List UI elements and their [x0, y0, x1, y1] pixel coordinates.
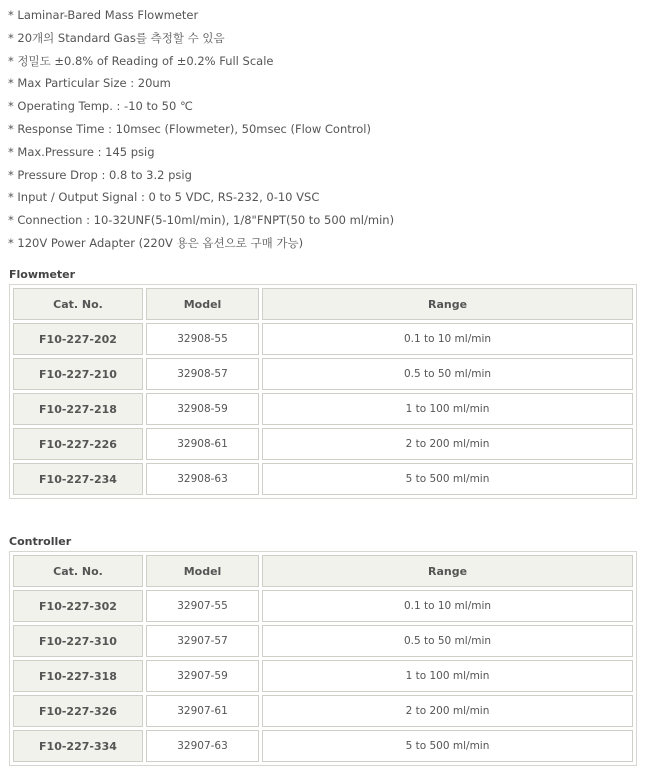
spec-item: * Operating Temp. : -10 to 50 ℃: [8, 99, 193, 114]
flowmeter-section-title: Flowmeter: [9, 268, 76, 281]
spec-item: * 정밀도 ±0.8% of Reading of ±0.2% Full Scale: [8, 53, 274, 68]
model-cell: 32907-61: [146, 695, 259, 727]
range-cell: 2 to 200 ml/min: [262, 428, 633, 460]
cat-no-cell: F10-227-334: [13, 730, 143, 762]
range-cell: 2 to 200 ml/min: [262, 695, 633, 727]
model-cell: 32907-55: [146, 590, 259, 622]
spec-item: * Pressure Drop : 0.8 to 3.2 psig: [8, 167, 192, 182]
cat-no-cell: F10-227-302: [13, 590, 143, 622]
header-cat-no: Cat. No.: [13, 288, 143, 320]
range-cell: 5 to 500 ml/min: [262, 730, 633, 762]
range-cell: 0.1 to 10 ml/min: [262, 323, 633, 355]
range-cell: 0.5 to 50 ml/min: [262, 358, 633, 390]
spec-item: * Max Particular Size : 20um: [8, 76, 171, 91]
table-row: [13, 590, 633, 622]
model-cell: 32908-63: [146, 463, 259, 495]
range-cell: 5 to 500 ml/min: [262, 463, 633, 495]
table-row: [13, 393, 633, 425]
table-row: [13, 625, 633, 657]
model-cell: 32908-61: [146, 428, 259, 460]
table-row: [13, 730, 633, 762]
header-cat-no: Cat. No.: [13, 555, 143, 587]
flowmeter-table: [10, 285, 636, 498]
range-cell: 0.5 to 50 ml/min: [262, 625, 633, 657]
cat-no-cell: F10-227-318: [13, 660, 143, 692]
spec-item: * 20개의 Standard Gas를 측정할 수 있음: [8, 30, 225, 45]
header-range: Range: [262, 555, 633, 587]
cat-no-cell: F10-227-310: [13, 625, 143, 657]
spec-item: * Response Time : 10msec (Flowmeter), 50msec (Flow Control): [8, 121, 371, 136]
cat-no-cell: F10-227-234: [13, 463, 143, 495]
range-cell: 0.1 to 10 ml/min: [262, 590, 633, 622]
spec-item: * Connection : 10-32UNF(5-10ml/min), 1/8"FNPT(50 to 500 ml/min): [8, 213, 395, 228]
controller-table-container: [9, 551, 637, 766]
table-row: [13, 695, 633, 727]
cat-no-cell: F10-227-226: [13, 428, 143, 460]
spec-item: * Max.Pressure : 145 psig: [8, 144, 155, 159]
table-header-row: [13, 555, 633, 587]
header-range: Range: [262, 288, 633, 320]
model-cell: 32907-59: [146, 660, 259, 692]
spec-item: * Input / Output Signal : 0 to 5 VDC, RS-232, 0-10 VSC: [8, 190, 320, 205]
header-model: Model: [146, 555, 259, 587]
table-row: [13, 323, 633, 355]
table-row: [13, 428, 633, 460]
model-cell: 32907-63: [146, 730, 259, 762]
spec-item: * 120V Power Adapter (220V 용은 옵션으로 구매 가능): [8, 235, 304, 250]
table-header-row: [13, 288, 633, 320]
range-cell: 1 to 100 ml/min: [262, 660, 633, 692]
cat-no-cell: F10-227-326: [13, 695, 143, 727]
model-cell: 32908-57: [146, 358, 259, 390]
spec-item: * Laminar-Bared Mass Flowmeter: [8, 8, 199, 22]
flowmeter-table-container: [9, 284, 637, 499]
model-cell: 32908-59: [146, 393, 259, 425]
table-row: [13, 660, 633, 692]
cat-no-cell: F10-227-218: [13, 393, 143, 425]
cat-no-cell: F10-227-210: [13, 358, 143, 390]
spec-list: [8, 4, 638, 255]
model-cell: 32907-57: [146, 625, 259, 657]
cat-no-cell: F10-227-202: [13, 323, 143, 355]
range-cell: 1 to 100 ml/min: [262, 393, 633, 425]
table-row: [13, 463, 633, 495]
header-model: Model: [146, 288, 259, 320]
controller-table: [10, 552, 636, 765]
model-cell: 32908-55: [146, 323, 259, 355]
controller-section-title: Controller: [9, 535, 72, 548]
table-row: [13, 358, 633, 390]
